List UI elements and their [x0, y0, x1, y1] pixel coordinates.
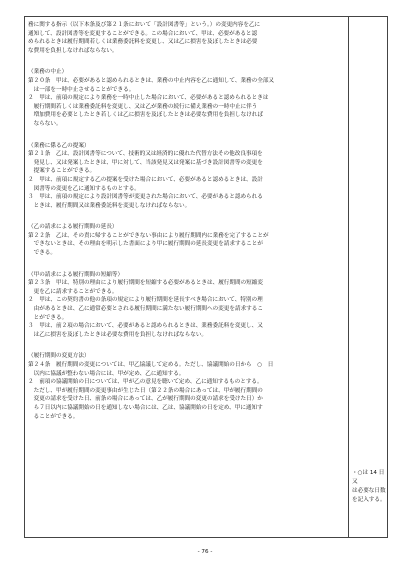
paragraph-line: ３ 甲は、前項の規定により設計図書等が変更された場合において、必要があると認められる [28, 194, 263, 201]
article-section [28, 142, 344, 211]
paragraph-line: とができる。 [28, 314, 68, 321]
paragraph-line: ときは、履行期間又は業務委託料を変更しなければならない。 [28, 202, 191, 209]
paragraph-line: できないときは、その理由を明示した書面により甲に履行期間の延長変更を請求することが [28, 241, 263, 248]
side-note [352, 469, 388, 505]
intro-line: 務に関する指示（以下本条及び第２１条において「設計図書等」という。）の変更内容を乙に [28, 22, 261, 28]
article-heading: （甲の請求による履行期間の短縮等） [28, 271, 124, 278]
paragraph-line: 第２２条 乙は、その責に帰することができない事由により履行期間内に業務を完了することが [28, 232, 269, 239]
article-section [28, 352, 344, 421]
paragraph-line: 図書等の変更を乙に通知するものとする。 [28, 185, 140, 192]
article-section [28, 271, 344, 340]
paragraph-line: 履行期間若しくは業務委託料を変更し、又は乙が業務の続行に備え業務の一時中止に伴う [28, 103, 258, 110]
paragraph-line: は乙に損害を及ぼしたときは必要な費用を負担しなければならない。 [28, 331, 208, 338]
intro-line: な費用を負担しなければならない。 [28, 47, 118, 54]
article-paragraph [28, 150, 344, 176]
article-heading: （履行期間の変更方法） [28, 353, 90, 360]
paragraph-line: 第２３条 甲は、特別の理由により履行期間を短縮する必要があるときは、履行期間の短縮変 [28, 280, 263, 287]
article-heading: （乙の請求による履行期間の延長） [28, 224, 118, 231]
article-heading: （業務に係る乙の提案） [28, 142, 90, 149]
paragraph-line: 以内に協議が整わない場合には、甲が定め、乙に通知する。 [28, 370, 185, 377]
paragraph-line: ら７日以内に協議開始の日を通知しない場合には、乙は、協議開始の日を定め、甲に通知す [28, 404, 263, 411]
side-note-line: は必要な日数 [352, 488, 386, 494]
article-paragraph [28, 176, 344, 193]
paragraph-line: ることができる。 [28, 413, 79, 420]
paragraph-line: ２ 前項の協議開始の日については、甲が乙の意見を聴いて定め、乙に通知するものとする。 [28, 379, 263, 386]
paragraph-line: 発見し、又は発案したときは、甲に対して、当該発見又は発案に基づき設計図書等の変更を [28, 159, 263, 166]
paragraph-line: ２ 甲は、前項に規定する乙の提案を受けた場合において、必要があると認めるときは、設計 [28, 176, 263, 183]
paragraph-line: ただし、甲が履行期間の変更事由が生じた日（第２２条の場合にあっては、甲が履行期間の [28, 387, 263, 394]
article-section [28, 223, 344, 257]
article-paragraph [28, 279, 344, 296]
paragraph-line: ２ 甲は、この契約書の他の条項の規定により履行期間を延長すべき場合において、特別の理 [28, 297, 263, 304]
side-note-line: を記入する。 [352, 497, 386, 503]
column-divider [348, 17, 349, 537]
side-note-line: ・○は 14 日又 [352, 470, 385, 485]
article-heading: （業務の中止） [28, 69, 68, 76]
paragraph-line: 増加費用を必要としたとき若しくは乙に損害を及ぼしたときは必要な費用を負担しなければ [28, 112, 263, 119]
article-paragraph [28, 296, 344, 322]
article-paragraph [28, 378, 344, 421]
article-paragraph [28, 193, 344, 210]
paragraph-line: できる。 [28, 250, 56, 257]
paragraph-line: 第２１条 乙は、設計図書等について、技術的又は経済的に優れた代替方法その他改良事項を [28, 151, 263, 158]
paragraph-line: は一部を一時中止させることができる。 [28, 86, 135, 93]
article-paragraph [28, 77, 344, 94]
paragraph-line: 由があるときは、乙に通常必要とされる履行期間に満たない履行期間への変更を請求するこ [28, 306, 263, 313]
document-frame [24, 16, 388, 538]
main-text-column [28, 21, 344, 421]
paragraph-line: 更を乙に請求することができる。 [28, 288, 118, 295]
article-paragraph [28, 232, 344, 258]
intro-line: められるときは履行期間若しくは業務委託料を変更し、又は乙に損害を及ぼしたときは必要 [28, 39, 258, 46]
paragraph-line: ２ 甲は、前項の規定により業務を一時中止した場合において、必要があると認められるときは [28, 95, 269, 102]
page-number: - 76 - [197, 549, 213, 555]
paragraph-line: 変更の請求を受けた日、前条の場合にあっては、乙が履行期間の変更の請求を受けた日）か [28, 396, 263, 403]
article-section [28, 68, 344, 128]
article-paragraph [28, 94, 344, 128]
article-paragraph [28, 322, 344, 339]
paragraph-line: ３ 甲は、前２項の場合において、必要があると認められるときは、業務委託料を変更し、又 [28, 323, 263, 330]
paragraph-line: 第２０条 甲は、必要があると認められるときは、業務の中止内容を乙に通知して、業務の全部又 [28, 77, 275, 84]
paragraph-line: 第２４条 履行期間の変更については、甲乙協議して定める。ただし、協議開始の日から ○ 日 [28, 362, 274, 368]
paragraph-line: ならない。 [28, 120, 62, 127]
paragraph-line: 提案することができる。 [28, 168, 96, 175]
article-paragraph [28, 361, 344, 378]
intro-line: 通知して、設計図書等を変更することができる。この場合において、甲は、必要があると認 [28, 30, 258, 37]
